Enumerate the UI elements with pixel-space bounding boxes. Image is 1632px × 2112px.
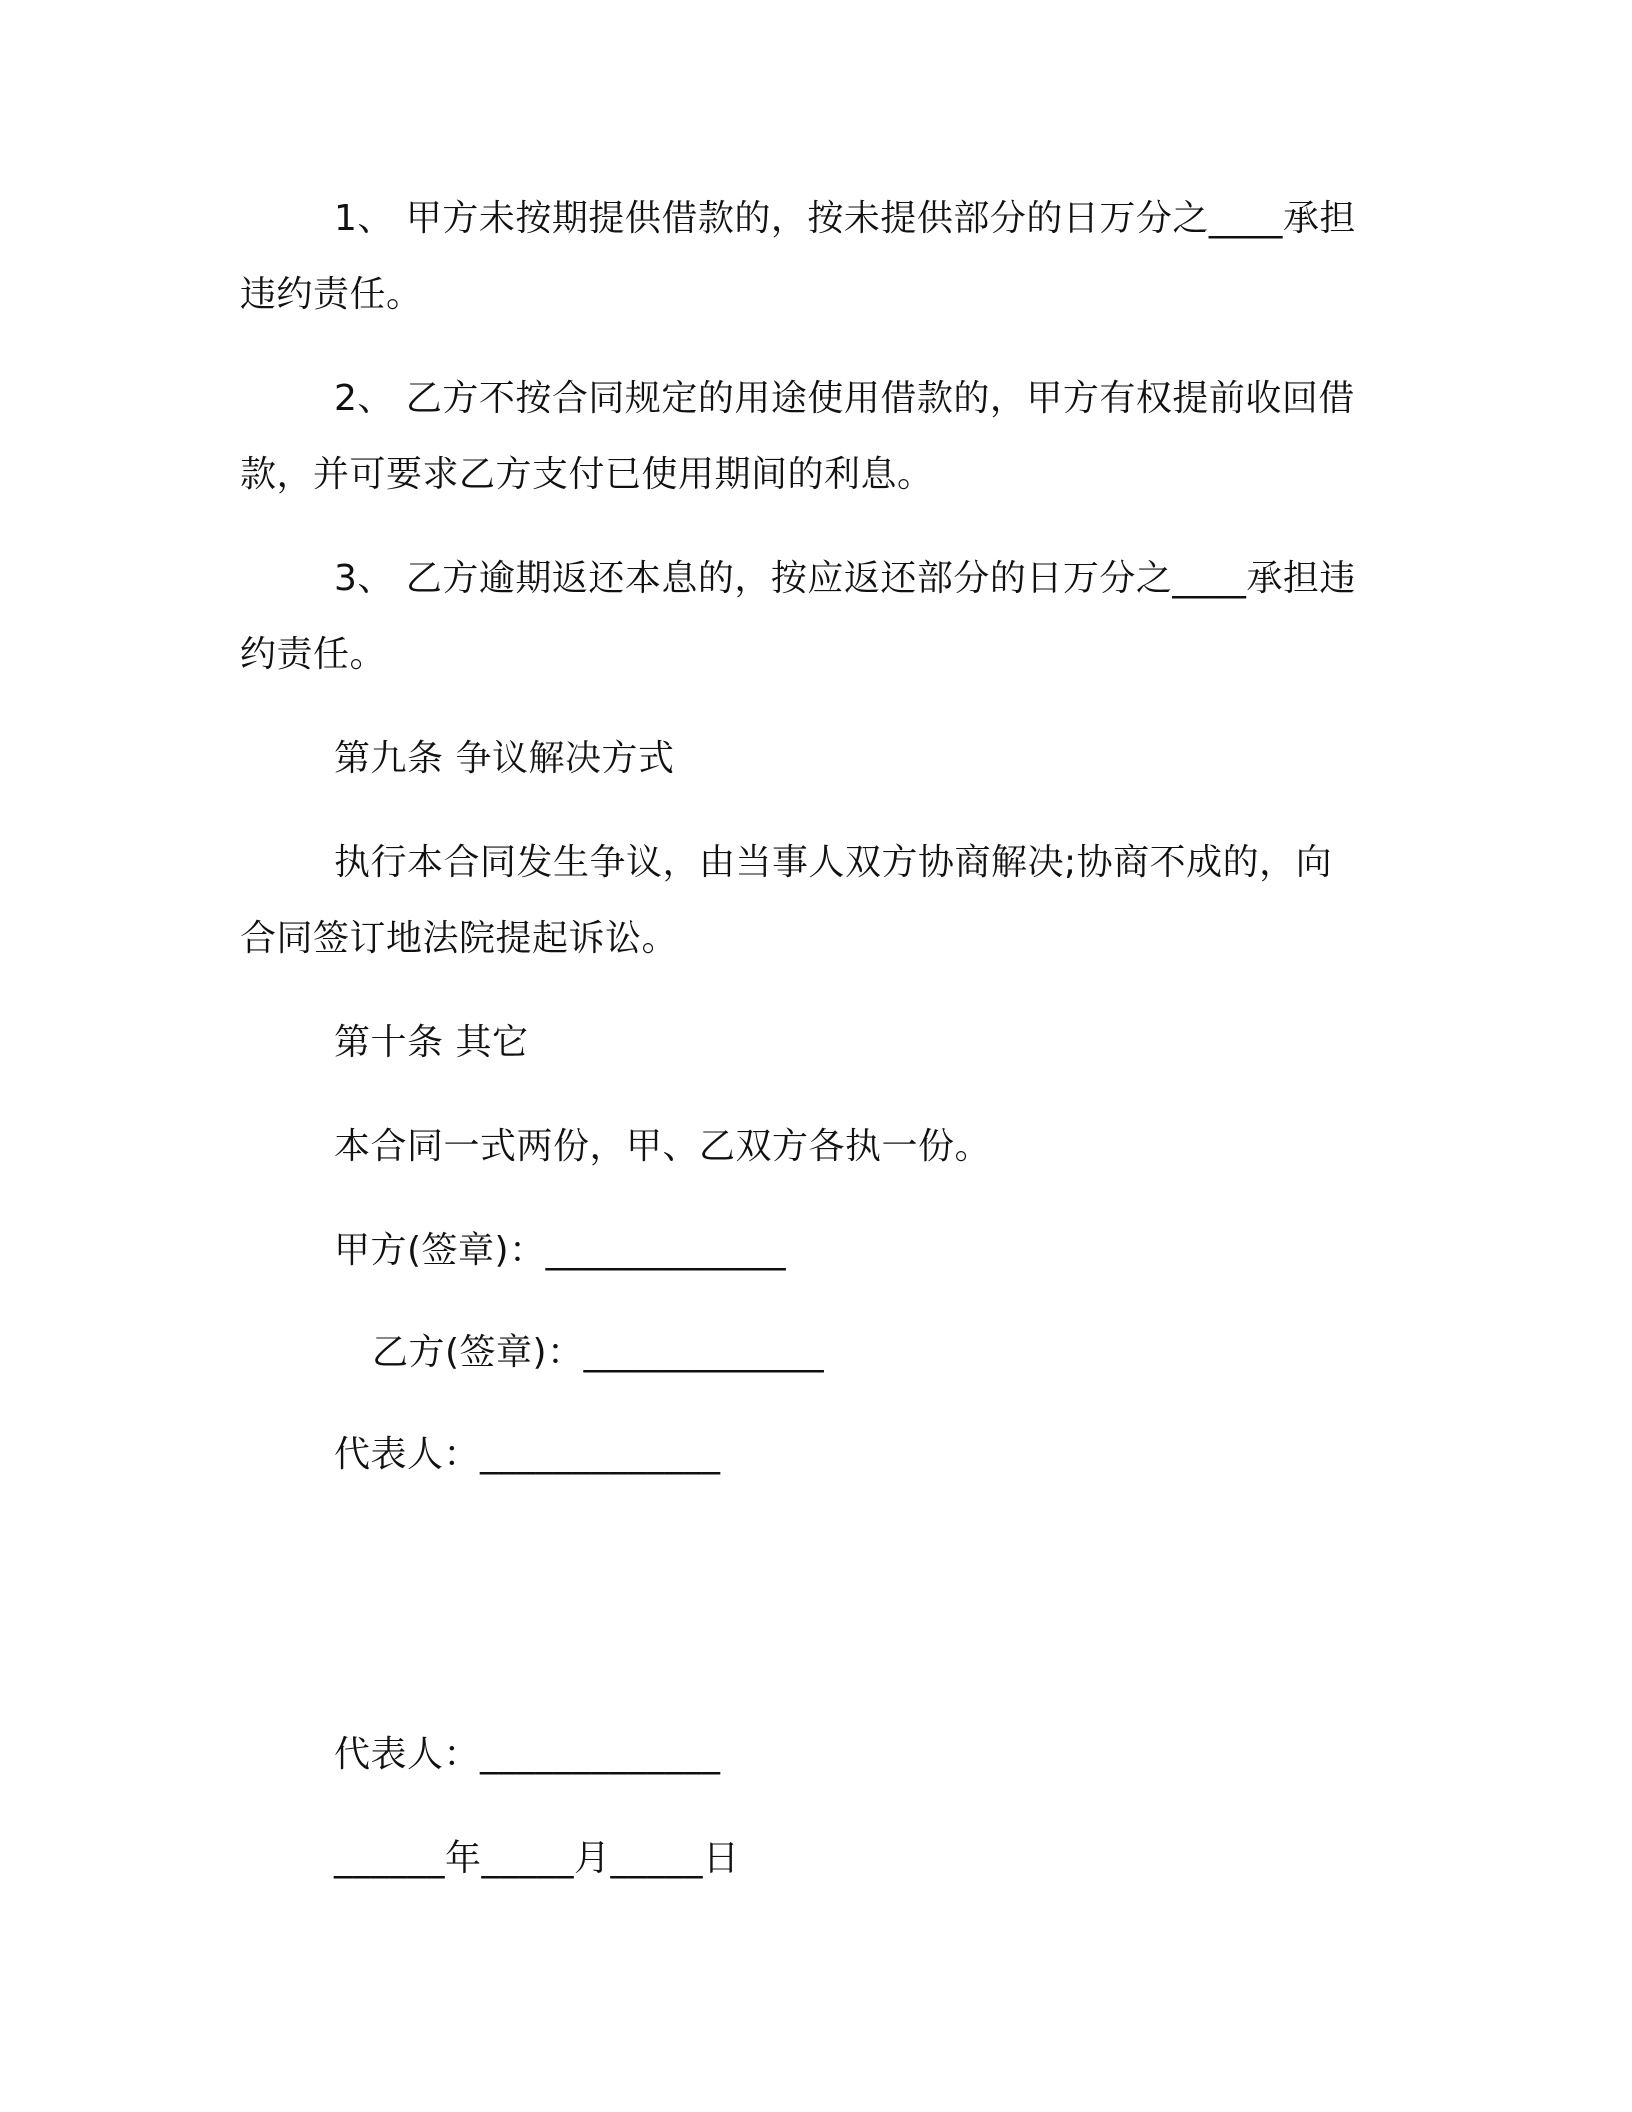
- article-9-line-2: 合同签订地法院提起诉讼。: [240, 918, 679, 959]
- party-a-signature-line: 甲方(签章)：_____________: [334, 1230, 787, 1271]
- representative-line-2: 代表人：_____________: [334, 1734, 721, 1775]
- representative-line-1: 代表人：_____________: [334, 1434, 721, 1475]
- clause-2-line-2: 款，并可要求乙方支付已使用期间的利息。: [240, 454, 934, 495]
- article-10-heading: 第十条 其它: [334, 1022, 529, 1063]
- clause-1-line-2: 违约责任。: [240, 274, 423, 315]
- clause-3-line-2: 约责任。: [240, 634, 387, 675]
- article-9-heading: 第九条 争议解决方式: [334, 738, 675, 779]
- clause-3-line-1: 3、 乙方逾期返还本息的，按应返还部分的日万分之____承担违: [334, 558, 1356, 599]
- party-b-signature-line: 乙方(签章)：_____________: [372, 1332, 825, 1373]
- article-9-line-1: 执行本合同发生争议，由当事人双方协商解决;协商不成的，向: [334, 842, 1333, 883]
- clause-1-line-1: 1、 甲方未按期提供借款的，按未提供部分的日万分之____承担: [334, 198, 1356, 239]
- clause-2-line-1: 2、 乙方不按合同规定的用途使用借款的，甲方有权提前收回借: [334, 378, 1355, 419]
- article-10-text: 本合同一式两份，甲、乙双方各执一份。: [334, 1126, 992, 1167]
- date-line: ______年_____月_____日: [334, 1838, 740, 1879]
